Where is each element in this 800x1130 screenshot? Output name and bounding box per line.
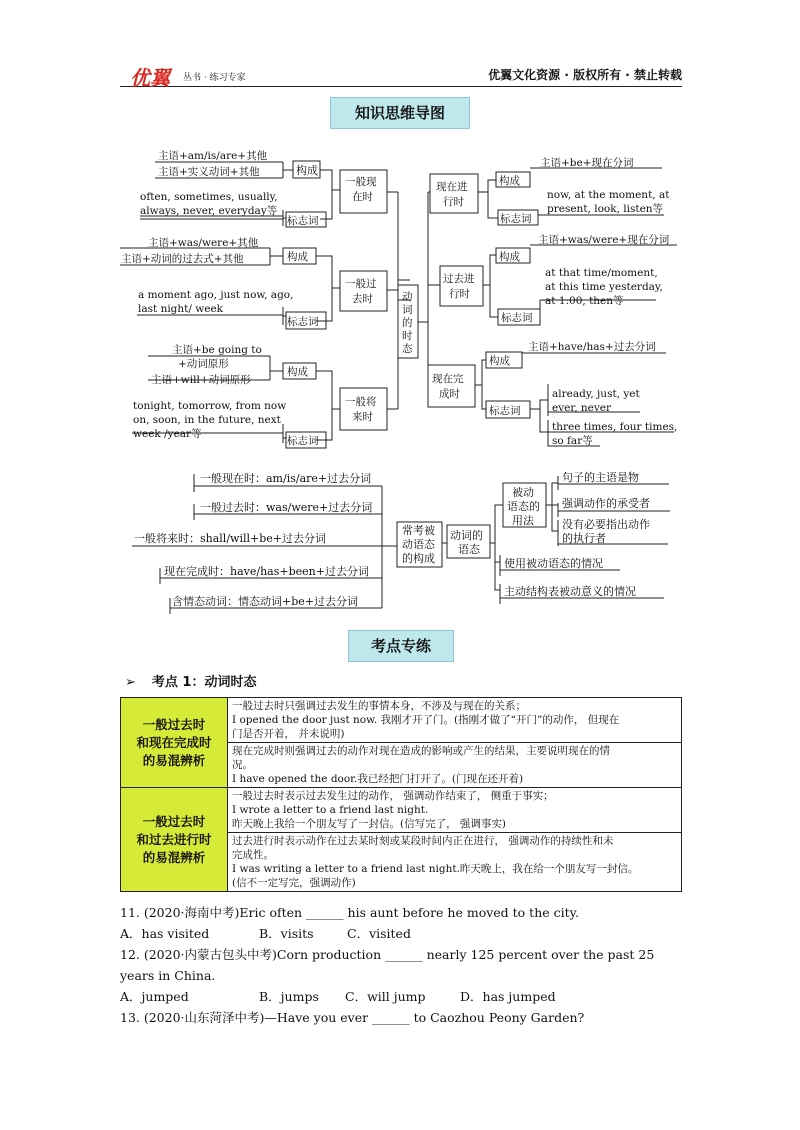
desc-line: I was writing a letter to a friend last night.昨天晚上，我在给一个朋友写一封信。 (232, 863, 639, 875)
practice-title: 考点专练 (348, 630, 454, 662)
pastc-name-2: 行时 (449, 288, 470, 300)
sp-marker-2: always, never, everyday等 (140, 205, 278, 217)
pastc-marker-2: at this time yesterday, (545, 281, 663, 293)
label-line: 一般过去时 (142, 813, 206, 829)
passive-usage-item-2: 强调动作的承受者 (562, 497, 650, 510)
comparison-label (121, 788, 228, 892)
sf-form-3: 主语+will+动词原形 (151, 374, 251, 386)
comparison-desc (228, 833, 682, 892)
passive-mid-3: 的构成 (402, 552, 435, 565)
sf-marker-2: on, soon, in the future, next (133, 414, 281, 426)
sf-marker-3: week /year等 (133, 428, 202, 440)
passive-mindmap (0, 455, 800, 615)
tense-center-3: 的 (402, 317, 413, 329)
desc-line: 一般过去时表示过去发生过的动作， 强调动作结束了， 侧重于事实； (232, 790, 554, 802)
desc-line: 门是否开着， 并未说明) (232, 728, 345, 740)
sf-name-1: 一般将 (345, 396, 377, 408)
pastc-form-label: 构成 (499, 251, 520, 263)
pc-form-label: 构成 (499, 175, 520, 187)
label-line: 和过去进行时 (136, 831, 212, 847)
sp-marker-1: often, sometimes, usually, (140, 191, 278, 203)
pp-marker-4: so far等 (552, 435, 593, 447)
tense-center-1: 动 (402, 291, 413, 303)
desc-line: 昨天晚上我给一个朋友写了一封信。(信写完了， 强调事实) (232, 818, 507, 830)
pp-name-2: 成时 (439, 388, 460, 400)
pp-name-1: 现在完 (432, 373, 464, 385)
pc-name-2: 行时 (443, 196, 464, 208)
question-13: 13. (2020·山东菏泽中考)—Have you ever ______ to Caozhou Peony Garden? (120, 1010, 585, 1025)
passive-left-3: 一般将来时：shall/will+be+过去分词 (134, 532, 326, 545)
sf-name-2: 来时 (352, 411, 373, 423)
desc-line: I have opened the door.我已经把门打开了。(门现在还开着) (232, 773, 524, 785)
label-line: 和现在完成时 (136, 734, 212, 750)
sp-form-label: 构成 (296, 164, 318, 177)
passive-usage-item-1: 句子的主语是物 (562, 471, 639, 484)
pastc-form: 主语+was/were+现在分词 (538, 234, 670, 246)
option[interactable]: D．has jumped (460, 989, 556, 1004)
question-12: 12. (2020·内蒙古包头中考)Corn production ______ nearly 125 percent over the past 25 (120, 947, 655, 962)
spast-marker-label: 标志词 (287, 316, 319, 328)
passive-mid-1: 常考被 (402, 524, 435, 537)
sf-marker-label: 标志词 (287, 435, 319, 447)
bullet-arrow-icon: ➢ (125, 675, 136, 690)
question-12-options (120, 986, 682, 1007)
pp-marker-label: 标志词 (489, 405, 521, 417)
spast-form-label: 构成 (287, 251, 308, 263)
spast-name-1: 一般过 (345, 278, 377, 290)
label-line: 的易混辨析 (142, 752, 206, 768)
pc-name-1: 现在进 (436, 181, 468, 193)
comparison-desc (228, 743, 682, 788)
desc-line: 况。 (232, 759, 253, 771)
pc-marker-1: now, at the moment, at (547, 189, 670, 201)
spast-marker-1: a moment ago, just now, ago, (138, 289, 294, 301)
desc-line: 过去进行时表示动作在过去某时刻或某段时间内正在进行， 强调动作的持续性和未 (232, 835, 614, 847)
option[interactable]: A．jumped (120, 989, 189, 1004)
desc-line: I opened the door just now. 我刚才开了门。(指刚才做了“开门”的动作， 但现在 (232, 714, 620, 726)
pc-form: 主语+be+现在分词 (540, 157, 634, 169)
desc-line: (信不一定写完，强调动作) (232, 877, 356, 889)
spast-name-2: 去时 (352, 293, 373, 305)
tense-center-4: 时 (402, 330, 413, 342)
passive-left-2: 一般过去时：was/were+过去分词 (200, 501, 373, 514)
sf-marker-1: tonight, tomorrow, from now (133, 400, 287, 412)
tenses-mindmap (0, 0, 800, 460)
spast-form-2: 主语+动词的过去式+其他 (121, 253, 244, 265)
passive-situation: 使用被动语态的情况 (504, 557, 603, 570)
sp-name-1: 一般现 (345, 176, 377, 188)
pastc-marker-label: 标志词 (501, 312, 533, 324)
pastc-marker-3: at 1:00, then等 (545, 295, 624, 307)
pastc-name-1: 过去进 (443, 273, 475, 285)
comparison-desc (228, 788, 682, 833)
tense-center-5: 态 (402, 343, 413, 355)
option[interactable]: C．will jump (345, 989, 426, 1004)
pp-form-label: 构成 (489, 355, 510, 367)
spast-form-1: 主语+was/were+其他 (148, 237, 259, 249)
question-11-options (120, 923, 682, 944)
comparison-label (121, 698, 228, 788)
sp-name-2: 在时 (352, 191, 373, 203)
option[interactable]: B．visits (259, 926, 314, 941)
sf-form-2: +动词原形 (178, 358, 229, 370)
copyright-notice: 优翼文化资源 · 版权所有 · 禁止转载 (488, 68, 682, 82)
label-line: 一般过去时 (142, 716, 206, 732)
option[interactable]: B．jumps (259, 989, 319, 1004)
passive-usage-item-3: 没有必要指出动作 (562, 518, 650, 531)
passive-left-5: 含情态动词：情态动词+be+过去分词 (172, 595, 358, 608)
passive-active: 主动结构表被动意义的情况 (504, 585, 636, 598)
option[interactable]: C．visited (347, 926, 411, 941)
pp-marker-2: ever, never (552, 402, 612, 414)
sf-form-label: 构成 (287, 366, 308, 378)
questions (120, 902, 682, 1028)
brand-subtitle: 丛书 · 练习专家 (183, 73, 246, 83)
desc-line: 完成性。 (232, 849, 274, 861)
passive-usage-3: 用法 (512, 514, 534, 527)
tense-center-2: 词 (402, 304, 413, 316)
pp-marker-3: three times, four times, (552, 421, 678, 433)
sf-form-1: 主语+be going to (172, 344, 262, 356)
pastc-marker-1: at that time/moment, (545, 267, 658, 279)
desc-line: I wrote a letter to a friend last night. (232, 804, 429, 816)
pp-marker-1: already, just, yet (552, 388, 640, 400)
comparison-table (120, 697, 682, 892)
passive-usage-item-4: 的执行者 (562, 532, 606, 545)
table-row (121, 698, 682, 743)
passive-left-1: 一般现在时：am/is/are+过去分词 (200, 472, 372, 485)
desc-line: 一般过去时只强调过去发生的事情本身，不涉及与现在的关系； (232, 700, 526, 712)
sp-marker-label: 标志词 (287, 215, 319, 227)
brand-logo: 优翼 (130, 66, 170, 90)
label-line: 的易混辨析 (142, 849, 206, 865)
option[interactable]: A．has visited (120, 926, 210, 941)
sp-form-2: 主语+实义动词+其他 (158, 166, 260, 178)
kp1-heading (125, 671, 256, 690)
passive-center-1: 动词的 (450, 529, 483, 542)
pc-marker-label: 标志词 (500, 213, 532, 225)
pc-marker-2: present, look, listen等 (547, 203, 664, 215)
passive-usage-2: 语态的 (507, 500, 540, 513)
comparison-desc (228, 698, 682, 743)
question-11: 11. (2020·海南中考)Eric often ______ his aunt before he moved to the city. (120, 905, 580, 920)
desc-line: 现在完成时则强调过去的动作对现在造成的影响或产生的结果，主要说明现在的情 (232, 745, 610, 757)
question-12-cont: years in China. (120, 968, 216, 983)
table-row (121, 788, 682, 833)
passive-usage-1: 被动 (512, 486, 534, 499)
kp1-title: 考点 1：动词时态 (151, 675, 257, 690)
spast-marker-2: last night/ week (138, 303, 224, 315)
sp-form-1: 主语+am/is/are+其他 (158, 150, 268, 162)
passive-center-2: 语态 (458, 543, 480, 556)
pp-form: 主语+have/has+过去分词 (528, 341, 656, 353)
mindmap-title: 知识思维导图 (330, 97, 470, 129)
passive-left-4: 现在完成时：have/has+been+过去分词 (164, 565, 369, 578)
passive-mid-2: 动语态 (402, 538, 435, 551)
